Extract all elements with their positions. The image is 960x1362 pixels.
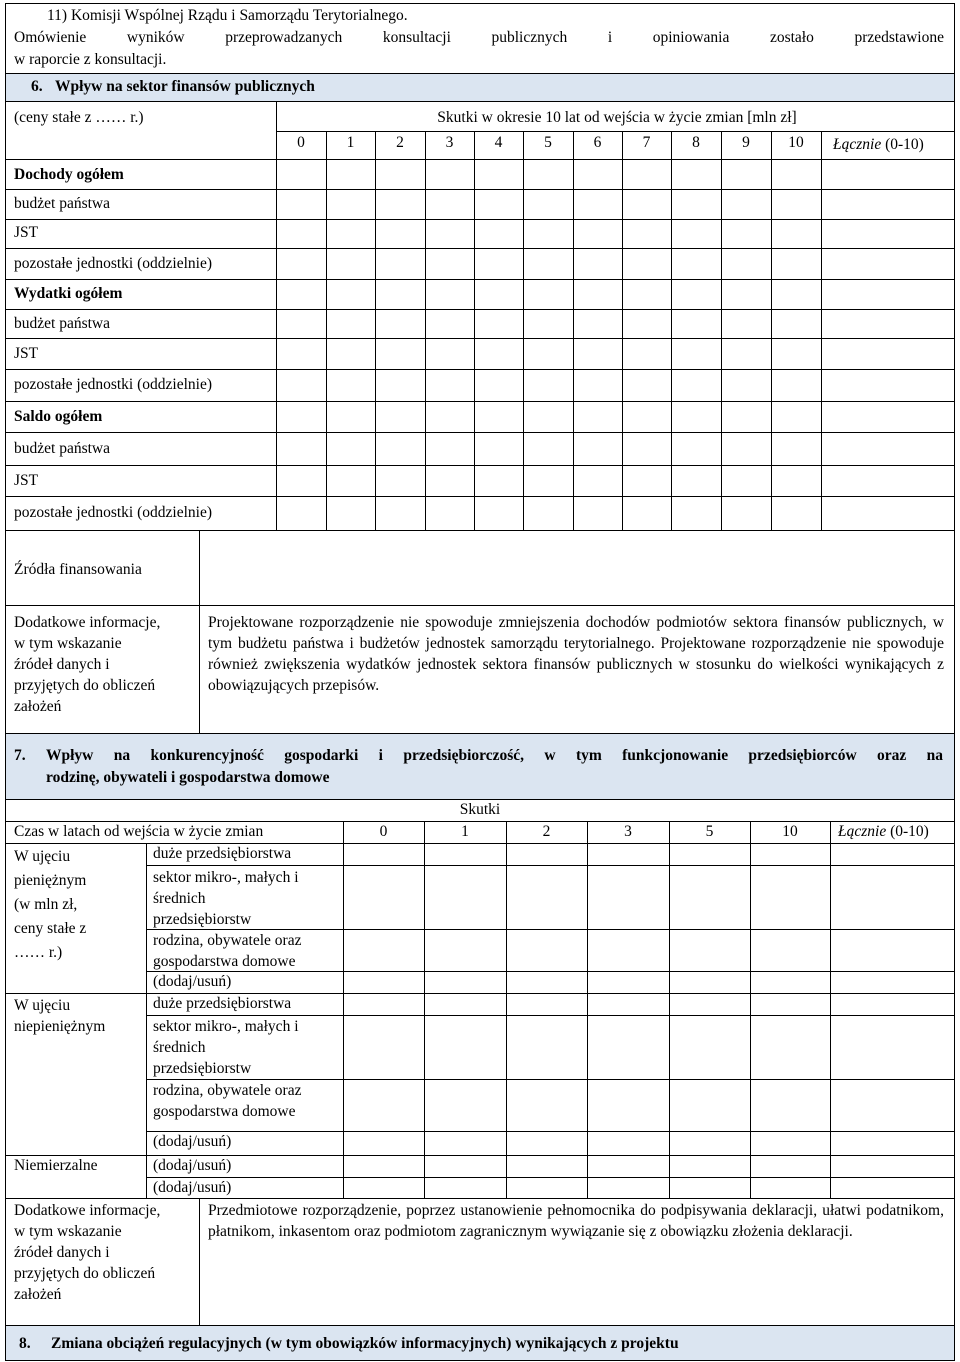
row-line bbox=[5, 432, 955, 433]
row-expense-other: pozostałe jednostki (oddzielnie) bbox=[14, 376, 212, 393]
row-revenue-state: budżet państwa bbox=[14, 195, 110, 212]
year-col-4: 4 bbox=[494, 134, 503, 151]
s7-year-5: 5 bbox=[705, 823, 714, 840]
row-revenue-jst: JST bbox=[14, 224, 39, 241]
label-line: …… r.) bbox=[14, 944, 63, 961]
info-label-line: przyjętych do obliczeń bbox=[14, 677, 156, 694]
info-text-6: Projektowane rozporządzenie nie spowoduje zmniejszenia dochodów podmiotów sektora finansów publicznych, w tym budżetu państwa i budżetów jednostek samorządu terytorialnego. Projektowane rozporządzenie nie spowoduje również zwiększenia wydatków jednostek sektora finansów publicznych w stosunku do wielkości wynikających z obowiązujących przepisów. bbox=[208, 614, 944, 694]
label-line: (w mln zł, bbox=[14, 896, 78, 913]
row-line bbox=[5, 821, 955, 822]
effects-label: Skutki bbox=[459, 801, 501, 818]
price-basis-label: (ceny stałe z …… r.) bbox=[14, 109, 144, 126]
label-line: przedsiębiorstw bbox=[153, 1060, 252, 1077]
s7-col-line bbox=[830, 821, 831, 1198]
year-col-9: 9 bbox=[742, 134, 750, 151]
row-expense-jst: JST bbox=[14, 345, 39, 362]
info-label-7 bbox=[14, 1200, 199, 1305]
label-line: ceny stałe z bbox=[14, 920, 87, 937]
row-revenue-total: Dochody ogółem bbox=[14, 166, 124, 183]
info-label-line: Dodatkowe informacje, bbox=[14, 614, 161, 631]
label-line: W ujęciu bbox=[14, 848, 71, 865]
funding-divider bbox=[199, 530, 200, 605]
info-label-line: źródeł danych i bbox=[14, 1244, 110, 1261]
s7-total-header: Łącznie (0-10) bbox=[838, 823, 929, 840]
intro-line-2: Omówienie wyników przeprowadzanych konsultacji publicznych i opiniowania zostało przedstawione bbox=[14, 29, 944, 46]
label-line: średnich bbox=[153, 890, 206, 907]
col-line bbox=[523, 131, 524, 530]
col-line bbox=[425, 131, 426, 530]
s7-col-line bbox=[424, 821, 425, 1198]
section-7-title-line-1: Wpływ na konkurencyjność gospodarki i przedsiębiorczość, w tym funkcjonowanie przedsiębiorców oraz na bbox=[46, 747, 943, 764]
row-line bbox=[146, 1131, 955, 1132]
row-line bbox=[5, 843, 955, 844]
label-line: rodzina, obywatele oraz bbox=[153, 1082, 302, 1099]
monetary-add-remove[interactable]: (dodaj/usuń) bbox=[153, 973, 232, 990]
s7-col-line bbox=[750, 821, 751, 1198]
col-line bbox=[375, 131, 376, 530]
s7-col-line bbox=[587, 821, 588, 1198]
row-line bbox=[5, 369, 955, 370]
info-label-6 bbox=[14, 612, 199, 717]
col-line bbox=[622, 131, 623, 530]
row-line bbox=[5, 530, 955, 531]
nonmonetary-sme bbox=[153, 1016, 299, 1079]
row-line bbox=[5, 465, 955, 466]
row-line bbox=[5, 1198, 955, 1199]
section-7-title-line-2: rodzinę, obywateli i gospodarstwa domowe bbox=[46, 769, 330, 786]
unmeasurable-add-remove-1[interactable]: (dodaj/usuń) bbox=[153, 1157, 232, 1174]
row-line bbox=[5, 401, 955, 402]
label-line: rodzina, obywatele oraz bbox=[153, 932, 302, 949]
col-line bbox=[474, 131, 475, 530]
col-line bbox=[326, 131, 327, 530]
year-col-0: 0 bbox=[297, 134, 305, 151]
col-line bbox=[771, 131, 772, 530]
section-8-header bbox=[6, 1326, 954, 1360]
row-line bbox=[5, 279, 955, 280]
monetary-group-label bbox=[14, 845, 144, 965]
row-line bbox=[5, 309, 955, 310]
total-col-header: Łącznie (0-10) bbox=[833, 136, 924, 153]
row-balance-other: pozostałe jednostki (oddzielnie) bbox=[14, 504, 212, 521]
label-line: średnich bbox=[153, 1039, 206, 1056]
info-divider-6 bbox=[199, 605, 200, 733]
frame-top-border bbox=[5, 3, 955, 4]
s7-year-10: 10 bbox=[782, 823, 798, 840]
col-line bbox=[721, 131, 722, 530]
section-6-header bbox=[6, 74, 954, 101]
section-7-header bbox=[6, 734, 954, 799]
row-line bbox=[5, 189, 955, 190]
section-6-number: 6. bbox=[31, 78, 43, 95]
label-line: pieniężnym bbox=[14, 872, 87, 889]
s7-year-3: 3 bbox=[624, 823, 632, 840]
info-label-line: źródeł danych i bbox=[14, 656, 110, 673]
row-line bbox=[146, 865, 955, 866]
year-col-8: 8 bbox=[692, 134, 700, 151]
label-line: sektor mikro-, małych i bbox=[153, 1018, 299, 1035]
frame-right-border bbox=[954, 3, 955, 1360]
info-divider-7 bbox=[199, 1198, 200, 1325]
s7-col-line bbox=[669, 821, 670, 1198]
info-label-line: przyjętych do obliczeń bbox=[14, 1265, 156, 1282]
row-line bbox=[5, 219, 955, 220]
frame-left-border bbox=[5, 3, 6, 1360]
row-line bbox=[5, 993, 955, 994]
label-line: gospodarstwa domowe bbox=[153, 953, 296, 970]
nonmonetary-family bbox=[153, 1080, 301, 1122]
intro-line-1: 11) Komisji Wspólnej Rządu i Samorządu Terytorialnego. bbox=[47, 7, 408, 24]
s7-year-1: 1 bbox=[461, 823, 469, 840]
col-line bbox=[573, 131, 574, 530]
effects-period-header: Skutki w okresie 10 lat od wejścia w życie zmian [mln zł] bbox=[437, 109, 797, 126]
info-label-line: założeń bbox=[14, 1286, 62, 1303]
info-label-line: w tym wskazanie bbox=[14, 635, 122, 652]
section-6-title: Wpływ na sektor finansów publicznych bbox=[55, 78, 315, 95]
row-line bbox=[5, 338, 955, 339]
nonmonetary-large-enterprises: duże przedsiębiorstwa bbox=[153, 995, 292, 1012]
year-col-2: 2 bbox=[396, 134, 404, 151]
s7-subcol-line bbox=[146, 843, 147, 1198]
funding-label: Źródła finansowania bbox=[14, 561, 142, 578]
nonmonetary-add-remove[interactable]: (dodaj/usuń) bbox=[153, 1133, 232, 1150]
frame-bottom-border bbox=[5, 1360, 955, 1361]
row-expense-state: budżet państwa bbox=[14, 315, 110, 332]
sec6-header-bottom-border bbox=[5, 101, 955, 102]
sec6-subheader-line bbox=[276, 131, 955, 132]
section-8-title: Zmiana obciążeń regulacyjnych (w tym obowiązków informacyjnych) wynikających z projektu bbox=[51, 1335, 679, 1352]
label-line: niepieniężnym bbox=[14, 1018, 106, 1035]
s7-col-line bbox=[343, 821, 344, 1198]
label-line: gospodarstwa domowe bbox=[153, 1103, 296, 1120]
label-line: przedsiębiorstw bbox=[153, 911, 252, 928]
year-col-10: 10 bbox=[788, 134, 804, 151]
col-line bbox=[671, 131, 672, 530]
row-revenue-other: pozostałe jednostki (oddzielnie) bbox=[14, 255, 212, 272]
row-balance-state: budżet państwa bbox=[14, 440, 110, 457]
info-label-line: w tym wskazanie bbox=[14, 1223, 122, 1240]
year-col-3: 3 bbox=[445, 134, 454, 151]
s7-year-2: 2 bbox=[542, 823, 551, 840]
col-line bbox=[821, 131, 822, 530]
year-col-7: 7 bbox=[642, 134, 651, 151]
monetary-sme bbox=[153, 867, 299, 930]
unmeasurable-label: Niemierzalne bbox=[14, 1157, 98, 1174]
s7-year-0: 0 bbox=[379, 823, 388, 840]
year-col-6: 6 bbox=[593, 134, 602, 151]
row-line bbox=[5, 496, 955, 497]
row-line bbox=[5, 248, 955, 249]
section-7-number: 7. bbox=[14, 747, 26, 764]
row-expense-total: Wydatki ogółem bbox=[14, 285, 123, 302]
year-col-1: 1 bbox=[346, 134, 355, 151]
unmeasurable-add-remove-2[interactable]: (dodaj/usuń) bbox=[153, 1179, 232, 1196]
section-8-number: 8. bbox=[19, 1335, 31, 1352]
year-col-5: 5 bbox=[544, 134, 552, 151]
row-line bbox=[5, 605, 955, 606]
row-line bbox=[5, 159, 955, 160]
monetary-family bbox=[153, 930, 301, 972]
nonmonetary-group-label bbox=[14, 995, 144, 1037]
row-balance-jst: JST bbox=[14, 472, 39, 489]
label-line: W ujęciu bbox=[14, 997, 71, 1014]
row-line bbox=[146, 1177, 955, 1178]
sec7-header-bottom bbox=[5, 799, 955, 800]
info-label-line: Dodatkowe informacje, bbox=[14, 1202, 161, 1219]
row-line bbox=[5, 1155, 955, 1156]
row-balance-total: Saldo ogółem bbox=[14, 408, 103, 425]
info-label-line: założeń bbox=[14, 698, 62, 715]
time-label: Czas w latach od wejścia w życie zmian bbox=[14, 823, 264, 840]
monetary-large-enterprises: duże przedsiębiorstwa bbox=[153, 845, 292, 862]
intro-line-3: w raporcie z konsultacji. bbox=[14, 51, 167, 68]
s7-col-line bbox=[506, 821, 507, 1198]
info-text-7: Przedmiotowe rozporządzenie, poprzez ustanowienie pełnomocnika do podpisywania deklaracji, ułatwi podatnikom, płatnikom, inkasentom oraz podmiotom zagranicznym wywiązanie się z obowiązku złożenia deklaracji. bbox=[208, 1202, 944, 1240]
label-line: sektor mikro-, małych i bbox=[153, 869, 299, 886]
